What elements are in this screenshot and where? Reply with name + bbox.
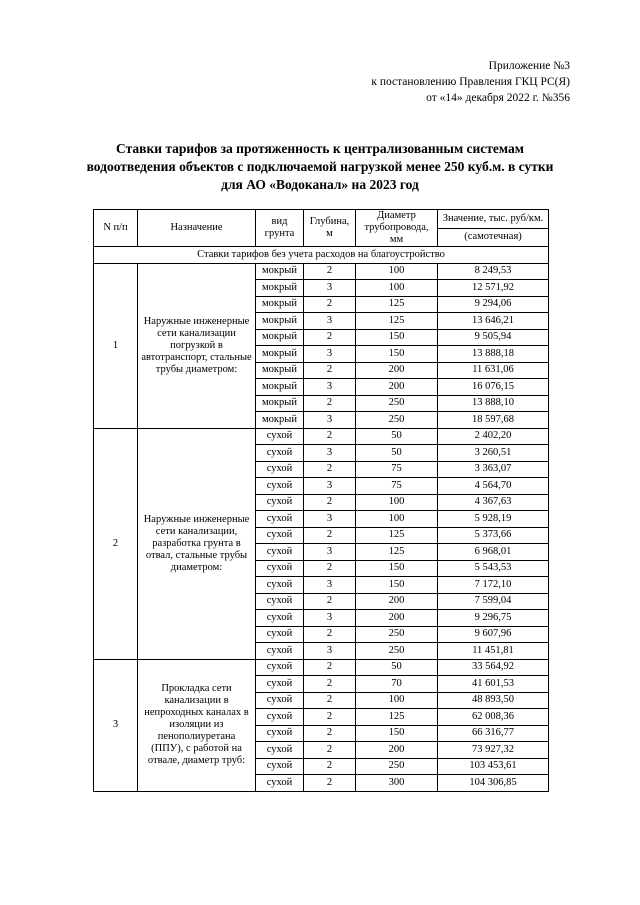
cell-value: 7 172,10	[438, 577, 549, 594]
cell-soil: сухой	[256, 527, 304, 544]
cell-depth: 3	[304, 379, 356, 396]
cell-value: 13 888,18	[438, 346, 549, 363]
cell-depth: 2	[304, 725, 356, 742]
cell-depth: 3	[304, 346, 356, 363]
cell-value: 13 888,10	[438, 395, 549, 412]
cell-value: 104 306,85	[438, 775, 549, 792]
cell-depth: 3	[304, 280, 356, 297]
cell-diameter: 250	[356, 626, 438, 643]
cell-soil: сухой	[256, 461, 304, 478]
cell-depth: 2	[304, 560, 356, 577]
cell-depth: 2	[304, 362, 356, 379]
header-value: Значение, тыс. руб/км.	[438, 210, 549, 229]
cell-value: 13 646,21	[438, 313, 549, 330]
cell-depth: 2	[304, 659, 356, 676]
cell-diameter: 300	[356, 775, 438, 792]
cell-depth: 2	[304, 758, 356, 775]
cell-soil: мокрый	[256, 379, 304, 396]
cell-value: 4 367,63	[438, 494, 549, 511]
cell-depth: 2	[304, 527, 356, 544]
cell-soil: сухой	[256, 428, 304, 445]
cell-diameter: 200	[356, 610, 438, 627]
cell-depth: 3	[304, 478, 356, 495]
cell-depth: 2	[304, 329, 356, 346]
cell-diameter: 150	[356, 577, 438, 594]
cell-diameter: 150	[356, 346, 438, 363]
cell-diameter: 125	[356, 313, 438, 330]
cell-soil: мокрый	[256, 362, 304, 379]
cell-diameter: 100	[356, 511, 438, 528]
cell-diameter: 150	[356, 329, 438, 346]
cell-depth: 3	[304, 643, 356, 660]
cell-diameter: 125	[356, 527, 438, 544]
cell-diameter: 50	[356, 659, 438, 676]
cell-value: 9 505,94	[438, 329, 549, 346]
cell-soil: сухой	[256, 593, 304, 610]
cell-soil: мокрый	[256, 329, 304, 346]
cell-soil: мокрый	[256, 263, 304, 280]
cell-diameter: 150	[356, 560, 438, 577]
cell-depth: 3	[304, 610, 356, 627]
group-purpose: Наружные инженерные сети канализации, разработка грунта в отвал, стальные трубы диаметром:	[138, 428, 256, 659]
cell-soil: сухой	[256, 709, 304, 726]
cell-soil: сухой	[256, 692, 304, 709]
cell-soil: мокрый	[256, 296, 304, 313]
cell-value: 73 927,32	[438, 742, 549, 759]
header-value-sub: (самотечная)	[438, 228, 549, 247]
group-number: 2	[94, 428, 138, 659]
cell-value: 16 076,15	[438, 379, 549, 396]
cell-diameter: 50	[356, 445, 438, 462]
cell-diameter: 125	[356, 709, 438, 726]
cell-depth: 2	[304, 692, 356, 709]
appendix-date: от «14» декабря 2022 г. №356	[426, 92, 570, 104]
cell-diameter: 75	[356, 461, 438, 478]
cell-value: 11 451,81	[438, 643, 549, 660]
header-no: N п/п	[94, 210, 138, 247]
appendix-header	[270, 58, 570, 106]
cell-value: 103 453,61	[438, 758, 549, 775]
cell-diameter: 125	[356, 296, 438, 313]
section-row	[94, 247, 549, 264]
cell-soil: мокрый	[256, 346, 304, 363]
cell-value: 5 373,66	[438, 527, 549, 544]
appendix-resolution: к постановлению Правления ГКЦ РС(Я)	[371, 76, 570, 88]
cell-depth: 2	[304, 676, 356, 693]
cell-soil: сухой	[256, 560, 304, 577]
cell-diameter: 250	[356, 412, 438, 429]
cell-diameter: 75	[356, 478, 438, 495]
cell-diameter: 200	[356, 742, 438, 759]
tariff-table	[93, 209, 549, 792]
cell-value: 9 294,06	[438, 296, 549, 313]
cell-soil: сухой	[256, 725, 304, 742]
cell-value: 6 968,01	[438, 544, 549, 561]
cell-diameter: 250	[356, 643, 438, 660]
group-purpose: Прокладка сети канализации в непроходных каналах в изоляции из пенополиуретана (ППУ), с работой на отвале, диаметр труб:	[138, 659, 256, 791]
cell-value: 3 363,07	[438, 461, 549, 478]
cell-depth: 3	[304, 412, 356, 429]
cell-diameter: 250	[356, 395, 438, 412]
cell-diameter: 250	[356, 758, 438, 775]
cell-soil: мокрый	[256, 412, 304, 429]
cell-soil: сухой	[256, 742, 304, 759]
cell-soil: сухой	[256, 676, 304, 693]
cell-value: 8 249,53	[438, 263, 549, 280]
title-line-3: для АО «Водоканал» на 2023 год	[221, 177, 419, 192]
cell-value: 4 564,70	[438, 478, 549, 495]
cell-soil: сухой	[256, 659, 304, 676]
cell-diameter: 100	[356, 692, 438, 709]
cell-depth: 3	[304, 511, 356, 528]
cell-depth: 2	[304, 428, 356, 445]
cell-diameter: 150	[356, 725, 438, 742]
cell-soil: мокрый	[256, 395, 304, 412]
document-title	[60, 140, 580, 194]
cell-diameter: 125	[356, 544, 438, 561]
cell-diameter: 100	[356, 280, 438, 297]
cell-value: 7 599,04	[438, 593, 549, 610]
cell-soil: сухой	[256, 626, 304, 643]
cell-depth: 2	[304, 626, 356, 643]
table-row	[94, 659, 549, 676]
group-number: 3	[94, 659, 138, 791]
cell-soil: мокрый	[256, 280, 304, 297]
cell-value: 11 631,06	[438, 362, 549, 379]
cell-diameter: 50	[356, 428, 438, 445]
cell-value: 5 543,53	[438, 560, 549, 577]
cell-diameter: 100	[356, 494, 438, 511]
header-soil: вид грунта	[256, 210, 304, 247]
cell-value: 18 597,68	[438, 412, 549, 429]
cell-depth: 3	[304, 577, 356, 594]
cell-depth: 3	[304, 445, 356, 462]
cell-value: 48 893,50	[438, 692, 549, 709]
cell-depth: 2	[304, 461, 356, 478]
header-depth: Глубина, м	[304, 210, 356, 247]
cell-value: 3 260,51	[438, 445, 549, 462]
cell-value: 41 601,53	[438, 676, 549, 693]
cell-soil: мокрый	[256, 313, 304, 330]
group-number: 1	[94, 263, 138, 428]
cell-value: 5 928,19	[438, 511, 549, 528]
cell-soil: сухой	[256, 775, 304, 792]
section-title: Ставки тарифов без учета расходов на благоустройство	[94, 247, 549, 264]
cell-soil: сухой	[256, 544, 304, 561]
cell-soil: сухой	[256, 610, 304, 627]
header-diameter: Диаметр трубопровода, мм	[356, 210, 438, 247]
cell-soil: сухой	[256, 643, 304, 660]
title-line-2: водоотведения объектов с подключаемой нагрузкой менее 250 куб.м. в сутки	[86, 159, 554, 174]
cell-depth: 2	[304, 395, 356, 412]
cell-soil: сухой	[256, 758, 304, 775]
cell-soil: сухой	[256, 577, 304, 594]
cell-depth: 2	[304, 263, 356, 280]
table-header-row	[94, 210, 549, 229]
cell-value: 12 571,92	[438, 280, 549, 297]
cell-depth: 2	[304, 742, 356, 759]
appendix-number: Приложение №3	[488, 60, 570, 72]
cell-depth: 2	[304, 709, 356, 726]
cell-depth: 3	[304, 544, 356, 561]
cell-value: 2 402,20	[438, 428, 549, 445]
title-line-1: Ставки тарифов за протяженность к централизованным системам	[116, 141, 524, 156]
cell-depth: 2	[304, 593, 356, 610]
cell-depth: 2	[304, 775, 356, 792]
cell-soil: сухой	[256, 478, 304, 495]
group-purpose: Наружные инженерные сети канализации погрузкой в автотранспорт, стальные трубы диаметром:	[138, 263, 256, 428]
header-purpose: Назначение	[138, 210, 256, 247]
cell-diameter: 200	[356, 362, 438, 379]
cell-soil: сухой	[256, 494, 304, 511]
cell-diameter: 70	[356, 676, 438, 693]
cell-depth: 3	[304, 313, 356, 330]
cell-value: 9 296,75	[438, 610, 549, 627]
cell-depth: 2	[304, 296, 356, 313]
cell-soil: сухой	[256, 445, 304, 462]
table-row	[94, 263, 549, 280]
cell-depth: 2	[304, 494, 356, 511]
cell-diameter: 200	[356, 379, 438, 396]
cell-diameter: 100	[356, 263, 438, 280]
table-row	[94, 428, 549, 445]
cell-value: 33 564,92	[438, 659, 549, 676]
cell-soil: сухой	[256, 511, 304, 528]
cell-value: 66 316,77	[438, 725, 549, 742]
cell-value: 9 607,96	[438, 626, 549, 643]
cell-diameter: 200	[356, 593, 438, 610]
cell-value: 62 008,36	[438, 709, 549, 726]
